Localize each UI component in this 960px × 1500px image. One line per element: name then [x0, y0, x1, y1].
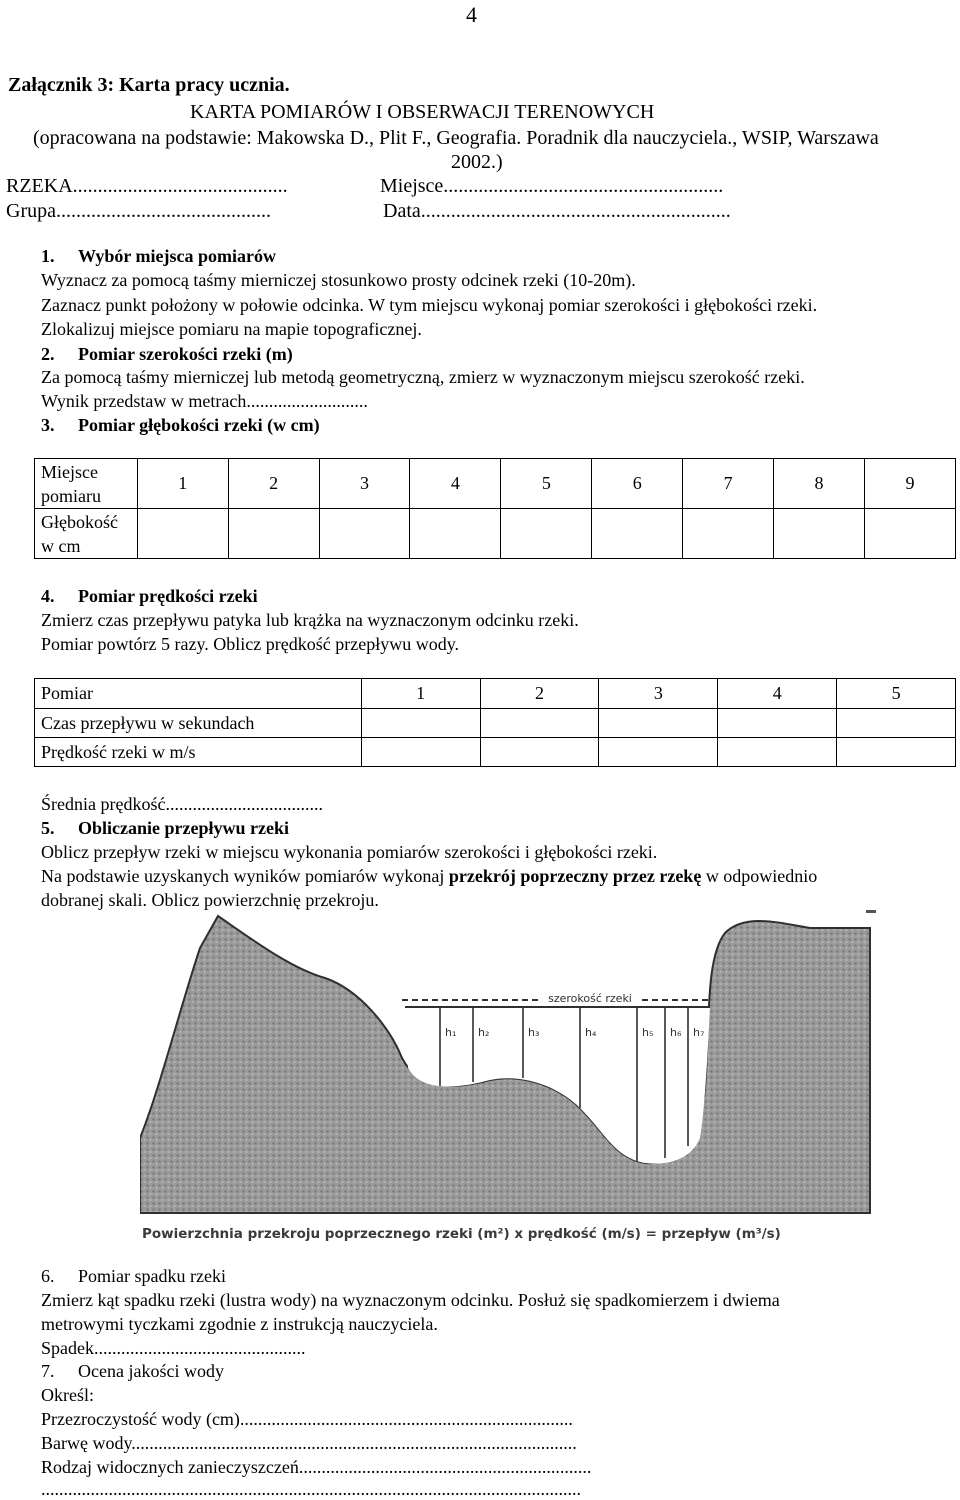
field-data: Data.............................................................. [383, 200, 731, 222]
section-1-number: 1. [41, 246, 55, 266]
depth-col-2: 2 [228, 459, 319, 509]
speed-col-3: 3 [599, 679, 718, 709]
speed-col-4: 4 [718, 679, 837, 709]
section-1-line-3: Zlokalizuj miejsce pomiaru na mapie topograficznej. [41, 319, 422, 339]
section-4-line-2: Pomiar powtórz 5 razy. Oblicz prędkość przepływu wody. [41, 634, 460, 654]
depth-col-5: 5 [501, 459, 592, 509]
depth-label-1: h₁ [445, 1026, 457, 1039]
section-5-title: Obliczanie przepływu rzeki [78, 818, 289, 838]
speed-cell [480, 738, 599, 767]
depth-col-3: 3 [319, 459, 410, 509]
section-7-line-4: Rodzaj widocznych zanieczyszczeń................................................................. [41, 1457, 592, 1477]
source-line-1: (opracowana na podstawie: Makowska D., Plit F., Geografia. Poradnik dla nauczyciela., WSIP, Warszawa [33, 127, 879, 149]
depth-cell [137, 509, 228, 559]
depth-table-row1-label-b: pomiaru [41, 485, 101, 506]
speed-row-label-2: Czas przepływu w sekundach [35, 709, 362, 738]
section-7-line-5: ........................................................................................................................ [41, 1479, 581, 1499]
section-5-line-2-pre: Na podstawie uzyskanych wyników pomiarów wykonaj [41, 866, 449, 886]
speed-col-1: 1 [361, 679, 480, 709]
speed-col-2: 2 [480, 679, 599, 709]
card-title: KARTA POMIARÓW I OBSERWACJI TERENOWYCH [190, 101, 655, 123]
depth-col-4: 4 [410, 459, 501, 509]
corner-mark [866, 910, 876, 913]
speed-cell [480, 709, 599, 738]
page-number: 4 [466, 2, 477, 27]
depth-col-9: 9 [864, 459, 955, 509]
depth-cell [228, 509, 319, 559]
depth-cell [410, 509, 501, 559]
speed-cell [599, 738, 718, 767]
section-2-line-2: Wynik przedstaw w metrach........................... [41, 391, 368, 411]
section-5-line-1: Oblicz przepływ rzeki w miejscu wykonania pomiarów szerokości i głębokości rzeki. [41, 842, 658, 862]
section-4-line-1: Zmierz czas przepływu patyka lub krążka na wyznaczonym odcinku rzeki. [41, 610, 579, 630]
field-grupa: Grupa........................................... [6, 200, 271, 222]
section-6-line-2: metrowymi tyczkami zgodnie z instrukcją nauczyciela. [41, 1314, 438, 1334]
depth-col-7: 7 [683, 459, 774, 509]
source-line-2: 2002.) [451, 151, 503, 173]
field-rzeka: RZEKA........................................... [6, 175, 288, 197]
depth-cell [774, 509, 865, 559]
attachment-heading: Załącznik 3: Karta pracy ucznia. [8, 74, 290, 96]
section-7-line-2: Przezroczystość wody (cm).......................................................................... [41, 1409, 573, 1429]
flow-formula: Powierzchnia przekroju poprzecznego rzeki (m²) x prędkość (m/s) = przepływ (m³/s) [142, 1226, 781, 1242]
depth-label-7: h₇ [693, 1026, 705, 1039]
depth-cell [864, 509, 955, 559]
section-4-title: Pomiar prędkości rzeki [78, 586, 258, 606]
section-2-title: Pomiar szerokości rzeki (m) [78, 344, 293, 364]
section-7-line-1: Określ: [41, 1385, 94, 1405]
depth-table-row1-label-a: Miejsce [41, 461, 98, 482]
speed-table [34, 678, 956, 767]
section-6-line-1: Zmierz kąt spadku rzeki (lustra wody) na wyznaczonym odcinku. Posłuż się spadkomierzem i dwiema [41, 1290, 780, 1310]
section-5-number: 5. [41, 818, 55, 838]
depth-col-8: 8 [774, 459, 865, 509]
field-miejsce: Miejsce........................................................ [380, 175, 724, 197]
section-1-line-1: Wyznacz za pomocą taśmy mierniczej stosunkowo prosty odcinek rzeki (10-20m). [41, 270, 636, 290]
depth-cell [319, 509, 410, 559]
speed-cell [361, 709, 480, 738]
section-1-title: Wybór miejsca pomiarów [78, 246, 276, 266]
speed-cell [361, 738, 480, 767]
section-5-line-2 [41, 865, 817, 887]
section-5-line-2-bold: przekrój poprzeczny przez rzekę [448, 866, 702, 886]
section-5-line-3: dobranej skali. Oblicz powierzchnię przekroju. [41, 890, 379, 910]
section-2-number: 2. [41, 344, 55, 364]
depth-cell [501, 509, 592, 559]
section-5-line-2-post: w odpowiednio [701, 866, 818, 886]
depth-label-3: h₃ [528, 1026, 540, 1039]
section-3-number: 3. [41, 415, 55, 435]
section-6-number: 6. [41, 1266, 55, 1286]
speed-cell [718, 709, 837, 738]
depth-cell [683, 509, 774, 559]
depth-col-6: 6 [592, 459, 683, 509]
speed-col-5: 5 [837, 679, 956, 709]
depth-label-6: h₆ [670, 1026, 682, 1039]
speed-row-label-1: Pomiar [35, 679, 362, 709]
speed-cell [599, 709, 718, 738]
section-7-number: 7. [41, 1361, 55, 1381]
average-speed: Średnia prędkość................................... [41, 794, 323, 814]
width-label: szerokość rzeki [548, 992, 632, 1005]
depth-cell [592, 509, 683, 559]
depth-table-row2-label-a: Głębokość [41, 511, 118, 532]
depth-table-row2-label [35, 509, 138, 559]
depth-label-2: h₂ [478, 1026, 490, 1039]
depth-col-1: 1 [137, 459, 228, 509]
section-4-number: 4. [41, 586, 55, 606]
speed-cell [837, 738, 956, 767]
section-7-line-3: Barwę wody................................................................................................... [41, 1433, 577, 1453]
depth-table [34, 458, 956, 559]
depth-label-4: h₄ [585, 1026, 597, 1039]
depth-table-row2-label-b: w cm [41, 535, 81, 556]
section-7-title: Ocena jakości wody [78, 1361, 224, 1381]
river-cross-section-diagram [140, 908, 900, 1258]
section-6-title: Pomiar spadku rzeki [78, 1266, 226, 1286]
section-1-line-2: Zaznacz punkt położony w połowie odcinka. W tym miejscu wykonaj pomiar szerokości i głębokości rzeki. [41, 295, 818, 315]
section-3-title: Pomiar głębokości rzeki (w cm) [78, 415, 320, 435]
depth-table-row1-label [35, 459, 138, 509]
depth-label-5: h₅ [642, 1026, 654, 1039]
speed-row-label-3: Prędkość rzeki w m/s [35, 738, 362, 767]
section-6-line-3: Spadek............................................... [41, 1338, 306, 1358]
speed-cell [837, 709, 956, 738]
section-2-line-1: Za pomocą taśmy mierniczej lub metodą geometryczną, zmierz w wyznaczonym miejscu szerokość rzeki. [41, 367, 805, 387]
speed-cell [718, 738, 837, 767]
